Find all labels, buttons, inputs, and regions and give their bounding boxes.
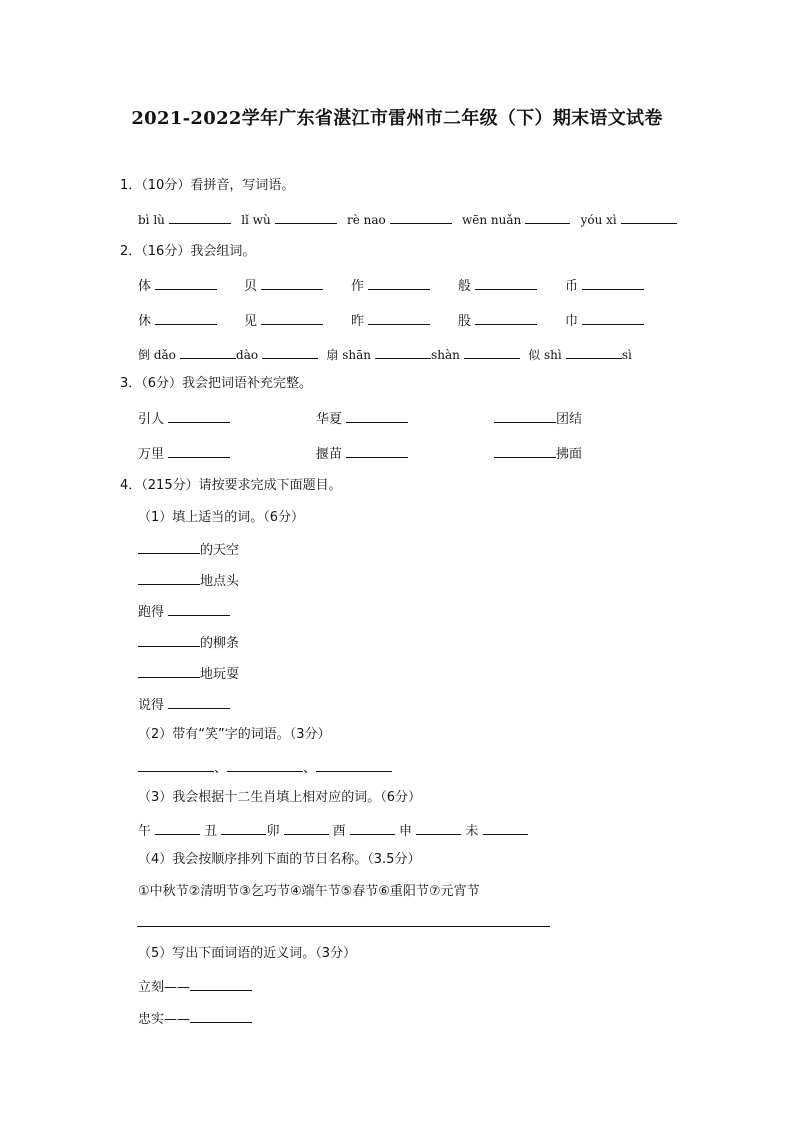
- answer-blank[interactable]: [138, 758, 214, 772]
- answer-blank[interactable]: [155, 276, 217, 290]
- polyphone-3: 似 shì: [528, 348, 562, 362]
- polyphone-2b: shàn: [431, 348, 460, 362]
- answer-blank[interactable]: [138, 571, 200, 585]
- answer-blank[interactable]: [483, 821, 528, 835]
- answer-blank[interactable]: [621, 210, 677, 224]
- answer-blank[interactable]: [475, 311, 537, 325]
- q2-item: [565, 276, 644, 296]
- answer-blank[interactable]: [346, 444, 408, 458]
- idiom-part: 华夏: [316, 412, 343, 427]
- q4-part5-heading: （5）写出下面词语的近义词。（3分）: [138, 946, 357, 961]
- q4-part3-row: [138, 821, 528, 841]
- q1-pinyin-row: [138, 210, 677, 230]
- answer-blank[interactable]: [375, 345, 431, 359]
- festival-list: ①中秋节②清明节③乞巧节④端午节⑤春节⑥重阳节⑦元宵节: [138, 884, 480, 899]
- char: 休: [138, 314, 152, 329]
- q3-item: [494, 409, 582, 429]
- answer-blank[interactable]: [227, 758, 303, 772]
- word: 忠实——: [138, 1012, 191, 1027]
- pinyin-2: lǐ wù: [241, 213, 271, 227]
- char: 昨: [351, 314, 365, 329]
- q2-item: [244, 276, 323, 296]
- pinyin-4: wēn nuǎn: [462, 213, 522, 227]
- char: 股: [458, 314, 472, 329]
- answer-blank[interactable]: [416, 821, 461, 835]
- answer-blank[interactable]: [168, 695, 230, 709]
- answer-blank[interactable]: [221, 821, 266, 835]
- answer-blank[interactable]: [368, 276, 430, 290]
- q3-item: [138, 444, 230, 464]
- q4-part1-item: [138, 633, 239, 653]
- q3-heading: 3．（6分）我会把词语补充完整。: [120, 376, 313, 391]
- polyphone-1b: dào: [236, 348, 259, 362]
- phrase: 的柳条: [200, 636, 240, 651]
- char: 见: [244, 314, 258, 329]
- q2-polyphone-row: [138, 345, 632, 365]
- answer-blank[interactable]: [350, 821, 395, 835]
- idiom-part: 引人: [138, 412, 165, 427]
- answer-blank[interactable]: [475, 276, 537, 290]
- pinyin-1: bì lù: [138, 213, 165, 227]
- answer-blank[interactable]: [169, 210, 231, 224]
- q4-part1-item: [138, 664, 239, 684]
- answer-blank[interactable]: [168, 602, 230, 616]
- answer-blank[interactable]: [566, 345, 622, 359]
- answer-blank[interactable]: [155, 821, 200, 835]
- q4-part1-item: [138, 695, 230, 715]
- char: 巾: [565, 314, 579, 329]
- answer-blank[interactable]: [168, 444, 230, 458]
- answer-blank[interactable]: [180, 345, 236, 359]
- q4-part1-item: [138, 602, 230, 622]
- char: 体: [138, 279, 152, 294]
- char: 般: [458, 279, 472, 294]
- idiom-part: 团结: [556, 412, 583, 427]
- phrase: 的天空: [200, 543, 240, 558]
- q2-item: [138, 311, 217, 331]
- answer-blank[interactable]: [390, 210, 452, 224]
- q3-item: [138, 409, 230, 429]
- q2-item: [138, 276, 217, 296]
- answer-line[interactable]: [137, 926, 550, 927]
- idiom-part: 拂面: [556, 447, 583, 462]
- answer-blank[interactable]: [262, 345, 318, 359]
- q2-heading: 2．（16分）我会组词。: [120, 244, 256, 259]
- answer-blank[interactable]: [368, 311, 430, 325]
- answer-blank[interactable]: [582, 311, 644, 325]
- char: 作: [351, 279, 365, 294]
- pinyin-3: rè nao: [346, 213, 386, 227]
- phrase: 地点头: [200, 574, 240, 589]
- zodiac-char: 酉: [332, 824, 346, 839]
- answer-blank[interactable]: [190, 977, 252, 991]
- separator: 、: [214, 761, 228, 776]
- q4-part5-item: [138, 977, 252, 997]
- q4-part1-item: [138, 540, 239, 560]
- zodiac-char: 午: [138, 824, 152, 839]
- answer-blank[interactable]: [284, 821, 329, 835]
- q4-part2-heading: （2）带有“笑”字的词语。（3分）: [138, 727, 331, 742]
- answer-blank[interactable]: [155, 311, 217, 325]
- q4-part4-heading: （4）我会按顺序排列下面的节日名称。（3.5分）: [138, 852, 421, 867]
- phrase: 说得: [138, 698, 165, 713]
- answer-blank[interactable]: [261, 276, 323, 290]
- answer-blank[interactable]: [138, 633, 200, 647]
- q4-part3-heading: （3）我会根据十二生肖填上相对应的词。（6分）: [138, 790, 422, 805]
- answer-blank[interactable]: [138, 540, 200, 554]
- zodiac-char: 未: [465, 824, 479, 839]
- q2-item: [458, 311, 537, 331]
- separator: 、: [303, 761, 317, 776]
- answer-blank[interactable]: [168, 409, 230, 423]
- word: 立刻——: [138, 980, 191, 995]
- q3-item: [316, 409, 408, 429]
- char: 贝: [244, 279, 258, 294]
- q4-part5-item: [138, 1009, 252, 1029]
- polyphone-1: 倒 dǎo: [138, 348, 176, 362]
- q4-heading: 4．（215分）请按要求完成下面题目。: [120, 478, 342, 493]
- answer-blank[interactable]: [275, 210, 337, 224]
- answer-blank[interactable]: [494, 409, 556, 423]
- char: 币: [565, 279, 579, 294]
- q2-item: [244, 311, 323, 331]
- idiom-part: 揠苗: [316, 447, 343, 462]
- q2-item: [565, 311, 644, 331]
- q4-part2-blanks: [138, 758, 392, 778]
- q3-item: [494, 444, 582, 464]
- zodiac-char: 卯: [266, 824, 280, 839]
- idiom-part: 万里: [138, 447, 165, 462]
- q2-item: [351, 276, 430, 296]
- answer-blank[interactable]: [261, 311, 323, 325]
- zodiac-char: 申: [399, 824, 413, 839]
- phrase: 地玩耍: [200, 667, 240, 682]
- q3-item: [316, 444, 408, 464]
- polyphone-3b: sì: [621, 348, 632, 362]
- pinyin-5: yóu xì: [580, 213, 617, 227]
- answer-blank[interactable]: [494, 444, 556, 458]
- answer-blank[interactable]: [316, 758, 392, 772]
- answer-blank[interactable]: [525, 210, 570, 224]
- q4-part1-heading: （1）填上适当的词。（6分）: [138, 510, 305, 525]
- phrase: 跑得: [138, 605, 165, 620]
- answer-blank[interactable]: [138, 664, 200, 678]
- polyphone-2: 扇 shān: [326, 348, 371, 362]
- q4-part1-item: [138, 571, 239, 591]
- answer-blank[interactable]: [582, 276, 644, 290]
- zodiac-char: 丑: [204, 824, 218, 839]
- answer-blank[interactable]: [346, 409, 408, 423]
- q2-item: [351, 311, 430, 331]
- q2-item: [458, 276, 537, 296]
- answer-blank[interactable]: [464, 345, 520, 359]
- q1-heading: 1．（10分）看拼音，写词语。: [120, 178, 295, 193]
- page-title: 2021-2022学年广东省湛江市雷州市二年级（下）期末语文试卷: [131, 108, 663, 129]
- answer-blank[interactable]: [190, 1009, 252, 1023]
